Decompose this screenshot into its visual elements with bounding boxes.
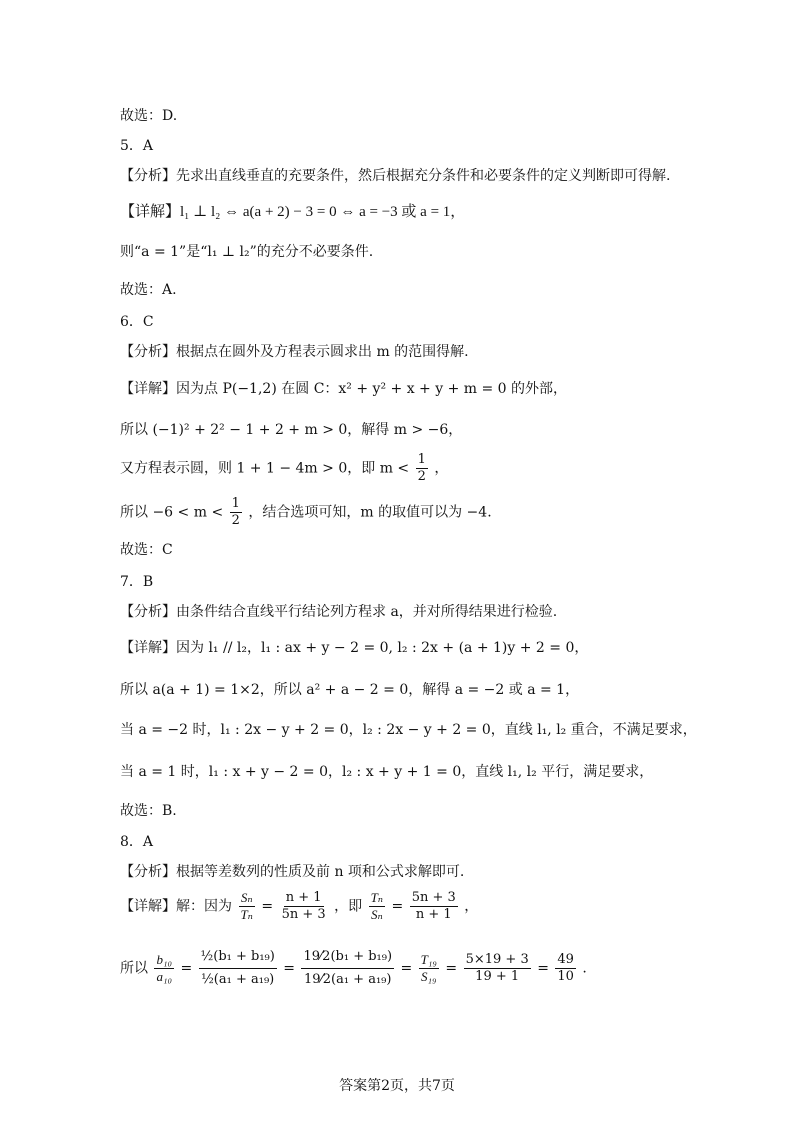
text-line: 所以 (−1)² + 2² − 1 + 2 + m > 0，解得 m > −6， — [120, 422, 463, 438]
equals-sign: = — [445, 960, 458, 977]
text-segment: ， — [434, 460, 449, 477]
text-line: 故选：A. — [120, 282, 177, 298]
fraction-denominator: Tₙ — [240, 907, 253, 922]
text-segment: 所以 −6 < m < — [120, 504, 224, 521]
fraction-denominator: Sₙ — [370, 907, 383, 922]
text-line: 故选：C — [120, 542, 173, 558]
fraction — [416, 452, 428, 485]
fraction-denominator: ½(a₁ + a₁₉) — [201, 972, 275, 987]
equals-sign: = — [400, 960, 413, 977]
text-segment: 所以 — [120, 960, 148, 977]
detail-line: 【详解】因为 l₁ // l₂，l₁ : ax + y − 2 = 0, l₂ : 2x + (a + 1)y + 2 = 0， — [120, 640, 589, 656]
fraction-numerator: Sₙ — [240, 890, 253, 905]
text-line — [120, 452, 448, 485]
text-line: 则“a = 1”是“l₁ ⊥ l₂”的充分不必要条件. — [120, 244, 374, 260]
fraction-numerator: n + 1 — [285, 890, 322, 905]
fraction-numerator: 49 — [557, 952, 574, 967]
detail-line: 【详解】l₁ ⊥ l₂ ⇔ a(a + 2) − 3 = 0 ⇔ a = −3 或 a = 1， — [120, 204, 466, 220]
text-line: 故选：B. — [120, 803, 177, 819]
equals-sign: = — [261, 898, 274, 915]
fraction — [238, 890, 255, 923]
equals-sign: = — [537, 960, 549, 977]
fraction-denominator: 10 — [557, 969, 574, 984]
fraction-numerator: 5×19 + 3 — [465, 952, 529, 967]
fraction-denominator: 5n + 3 — [281, 907, 326, 922]
fraction-numerator: 1 — [231, 496, 240, 511]
text-segment: ，结合选项可知，m 的取值可以为 −4. — [248, 504, 492, 521]
fraction-numerator: ½(b₁ + b₁₉) — [199, 946, 277, 969]
fraction-numerator: 5n + 3 — [411, 890, 456, 905]
analysis-line: 【分析】由条件结合直线平行结论列方程求 a，并对所得结果进行检验. — [120, 604, 558, 620]
fraction — [154, 952, 174, 985]
fraction — [230, 496, 242, 529]
fraction — [419, 952, 439, 985]
fraction-denominator: 2 — [231, 513, 240, 528]
question-number: 5．A — [120, 138, 154, 154]
text-line: 所以 a(a + 1) = 1×2，所以 a² + a − 2 = 0，解得 a = −2 或 a = 1， — [120, 682, 580, 698]
fraction — [464, 952, 531, 985]
fraction-denominator: S₁₉ — [421, 969, 437, 984]
fraction-denominator: 19 + 1 — [475, 969, 520, 984]
fraction-denominator: n + 1 — [415, 907, 452, 922]
text-segment: ，即 — [334, 898, 363, 915]
fraction-denominator: a₁₀ — [156, 969, 172, 984]
fraction — [555, 952, 576, 985]
text-line: 故选：D. — [120, 108, 178, 124]
fraction — [199, 946, 277, 991]
detail-line: 【详解】因为点 P(−1,2) 在圆 C：x² + y² + x + y + m = 0 的外部， — [120, 381, 568, 397]
detail-line — [120, 890, 478, 923]
fraction — [301, 946, 394, 991]
analysis-line: 【分析】根据点在圆外及方程表示圆求出 m 的范围得解. — [120, 344, 469, 360]
equals-sign: = — [283, 960, 296, 977]
detail-line — [120, 946, 587, 991]
fraction-numerator: 1 — [417, 452, 426, 467]
fraction — [369, 890, 386, 923]
fraction-numerator: b₁₀ — [156, 952, 172, 967]
question-number: 6．C — [120, 314, 154, 330]
text-segment: 【详解】解：因为 — [120, 898, 232, 915]
fraction-denominator: 19⁄2(a₁ + a₁₉) — [304, 972, 392, 987]
equals-sign: = — [180, 960, 193, 977]
fraction — [410, 890, 458, 923]
analysis-line: 【分析】先求出直线垂直的充要条件，然后根据充分条件和必要条件的定义判断即可得解. — [120, 168, 671, 184]
text-segment: ， — [464, 898, 479, 915]
question-number: 8．A — [120, 834, 154, 850]
page-footer: 答案第2页，共7页 — [339, 1078, 455, 1094]
fraction-numerator: Tₙ — [370, 890, 384, 905]
fraction-numerator: T₁₉ — [420, 952, 437, 967]
text-segment: 又方程表示圆，则 1 + 1 − 4m > 0，即 m < — [120, 460, 410, 477]
text-line — [120, 496, 492, 529]
text-line: 当 a = −2 时，l₁ : 2x − y + 2 = 0，l₂ : 2x − y + 2 = 0，直线 l₁, l₂ 重合，不满足要求， — [120, 722, 697, 738]
fraction — [280, 890, 328, 923]
text-line: 当 a = 1 时，l₁ : x + y − 2 = 0，l₂ : x + y + 1 = 0，直线 l₁, l₂ 平行，满足要求， — [120, 764, 654, 780]
question-number: 7．B — [120, 574, 154, 590]
fraction-denominator: 2 — [417, 469, 426, 484]
analysis-line: 【分析】根据等差数列的性质及前 n 项和公式求解即可. — [120, 864, 465, 880]
text-segment: . — [582, 960, 587, 977]
equals-sign: = — [391, 898, 404, 915]
fraction-numerator: 19⁄2(b₁ + b₁₉) — [301, 946, 394, 969]
